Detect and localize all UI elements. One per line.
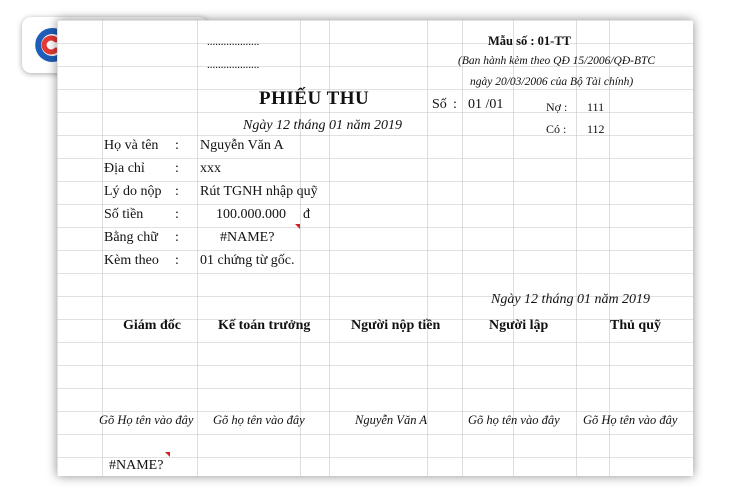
field-value-bang-chu[interactable]: #NAME? (220, 230, 275, 245)
name-nguoi-nop-tien[interactable]: Nguyễn Văn A (355, 413, 427, 427)
signature-date: Ngày 12 tháng 01 năm 2019 (491, 292, 651, 307)
field-label-bang-chu: Bằng chữ (104, 230, 158, 245)
field-label-ly-do: Lý do nộp (104, 184, 162, 199)
role-nguoi-lap: Người lập (489, 318, 549, 333)
decree-line-1: (Ban hành kèm theo QĐ 15/2006/QĐ-BTC (458, 55, 656, 67)
error-comment-marker[interactable] (295, 224, 300, 229)
field-colon: : (175, 230, 179, 245)
document-date: Ngày 12 tháng 01 năm 2019 (243, 118, 403, 133)
field-label-dia-chi: Địa chỉ (104, 161, 145, 176)
field-colon: : (175, 161, 179, 176)
error-comment-marker[interactable] (165, 452, 170, 457)
name-ke-toan-truong[interactable]: Gõ họ tên vào đây (213, 413, 305, 427)
field-colon: : (175, 253, 179, 268)
name-thu-quy[interactable]: Gõ Họ tên vào đây (583, 413, 678, 427)
form-number: Mẫu số : 01-TT (488, 34, 571, 48)
so-value: 01 /01 (468, 97, 504, 112)
co-label: Có : (546, 122, 567, 136)
field-value-kem-theo[interactable]: 01 chứng từ gốc. (200, 253, 295, 268)
field-colon: : (175, 138, 179, 153)
no-value: 111 (587, 100, 605, 114)
field-value-so-tien[interactable]: 100.000.000 (216, 207, 286, 222)
field-label-ho-ten: Họ và tên (104, 138, 159, 153)
field-value-dia-chi[interactable]: xxx (200, 161, 221, 176)
field-value-ly-do[interactable]: Rút TGNH nhập quỹ (200, 184, 318, 199)
role-ke-toan-truong: Kế toán trưởng (218, 318, 311, 333)
no-label: Nợ : (546, 100, 568, 114)
name-nguoi-lap[interactable]: Gõ họ tên vào đây (468, 413, 560, 427)
field-colon: : (175, 184, 179, 199)
footer-value[interactable]: #NAME? (109, 458, 164, 473)
field-label-kem-theo: Kèm theo (104, 253, 159, 268)
co-value: 112 (587, 122, 605, 136)
decree-line-2: ngày 20/03/2006 của Bộ Tài chính) (470, 76, 634, 88)
name-giam-doc: Gõ Họ tên vào đây (99, 413, 194, 427)
so-label: Số (432, 97, 447, 112)
so-colon: : (453, 97, 457, 112)
field-label-so-tien: Số tiền (104, 207, 144, 222)
role-giam-doc: Giám đốc (123, 318, 181, 333)
document-title: PHIẾU THU (259, 88, 370, 109)
currency-unit: đ (303, 207, 310, 222)
role-nguoi-nop-tien: Người nộp tiền (351, 318, 441, 333)
dots-line-1: ................... (207, 36, 260, 48)
field-colon: : (175, 207, 179, 222)
spreadsheet-sheet[interactable] (57, 20, 693, 476)
dots-line-2: ................... (207, 59, 260, 71)
role-thu-quy: Thủ quỹ (610, 318, 661, 333)
name-cell-giam-doc[interactable] (99, 411, 198, 431)
field-value-ho-ten[interactable]: Nguyễn Văn A (200, 138, 284, 153)
